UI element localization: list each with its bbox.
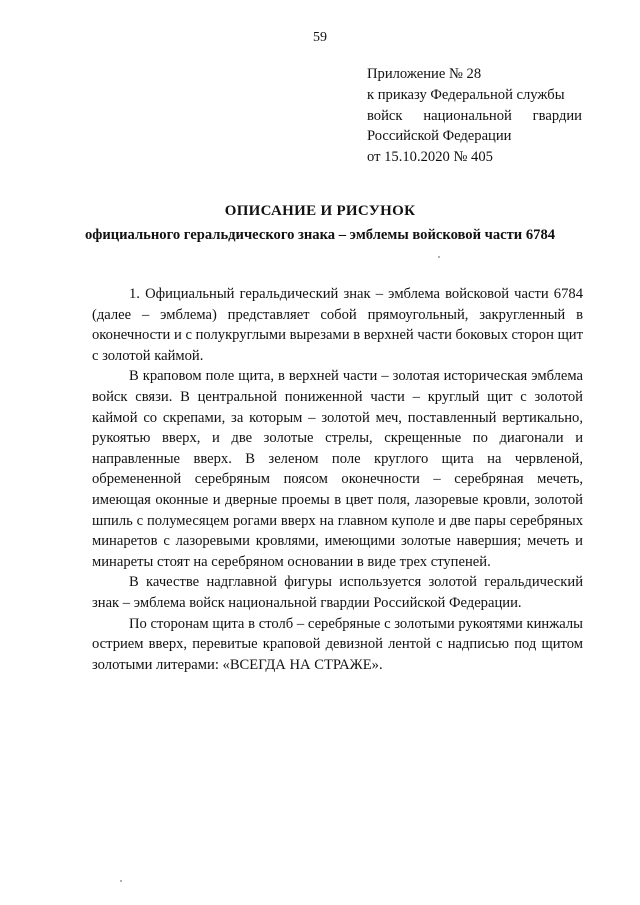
scan-speck [438, 256, 440, 258]
document-subtitle: официального геральдического знака – эмблемы войсковой части 6784 [84, 227, 556, 243]
appendix-header [367, 64, 582, 168]
document-body [92, 284, 583, 675]
document-title: ОПИСАНИЕ И РИСУНОК [224, 203, 416, 219]
page-number: 59 [313, 30, 327, 45]
paragraph: В краповом поле щита, в верхней части – золотая историческая эмблема войск связи. В центральной пониженной части – круглый щит с золотой каймой со скрепами, за которым – золотой меч, поставленный вертикально, рукоятью вверх, и две золотые стрелы, скрещенные по диагонали и направленные вверх. В зеленом поле круглого щита на червленой, обремененной серебряным поясом оконечности – серебряная мечеть, имеющая оконные и дверные проемы в цвет поля, лазоревые кровли, золотой шпиль с полумесяцем рогами вверх на главном куполе и две пары серебряных минаретов с лазоревыми кровлями, имеющими золотые навершия; мечеть и минареты стоят на серебряном основании в виде трех ступеней. [92, 368, 583, 570]
paragraph: По сторонам щита в столб – серебряные с золотыми рукоятями кинжалы острием вверх, перевитые краповой девизной лентой с надписью под щитом золотыми литерами: «ВСЕГДА НА СТРАЖЕ». [92, 615, 583, 673]
scan-speck [120, 880, 122, 882]
appendix-word: войск [367, 107, 403, 124]
appendix-date: от 15.10.2020 № 405 [367, 149, 493, 166]
appendix-country: Российской Федерации [367, 128, 512, 145]
appendix-number: Приложение № 28 [367, 66, 482, 82]
paragraph: 1. Официальный геральдический знак – эмблема войсковой части 6784 (далее – эмблема) представляет собой прямоугольный, закругленный в оконечности и с полукруглыми вырезами в верхней части боковых сторон щит с золотой каймой. [92, 286, 583, 364]
appendix-service-line [367, 106, 582, 127]
appendix-order-ref: к приказу Федеральной службы [367, 86, 565, 103]
paragraph: В качестве надглавной фигуры используется золотой геральдический знак – эмблема войск национальной гвардии Российской Федерации. [92, 574, 583, 611]
appendix-word: национальной [423, 107, 512, 124]
appendix-word: гвардии [532, 107, 582, 124]
